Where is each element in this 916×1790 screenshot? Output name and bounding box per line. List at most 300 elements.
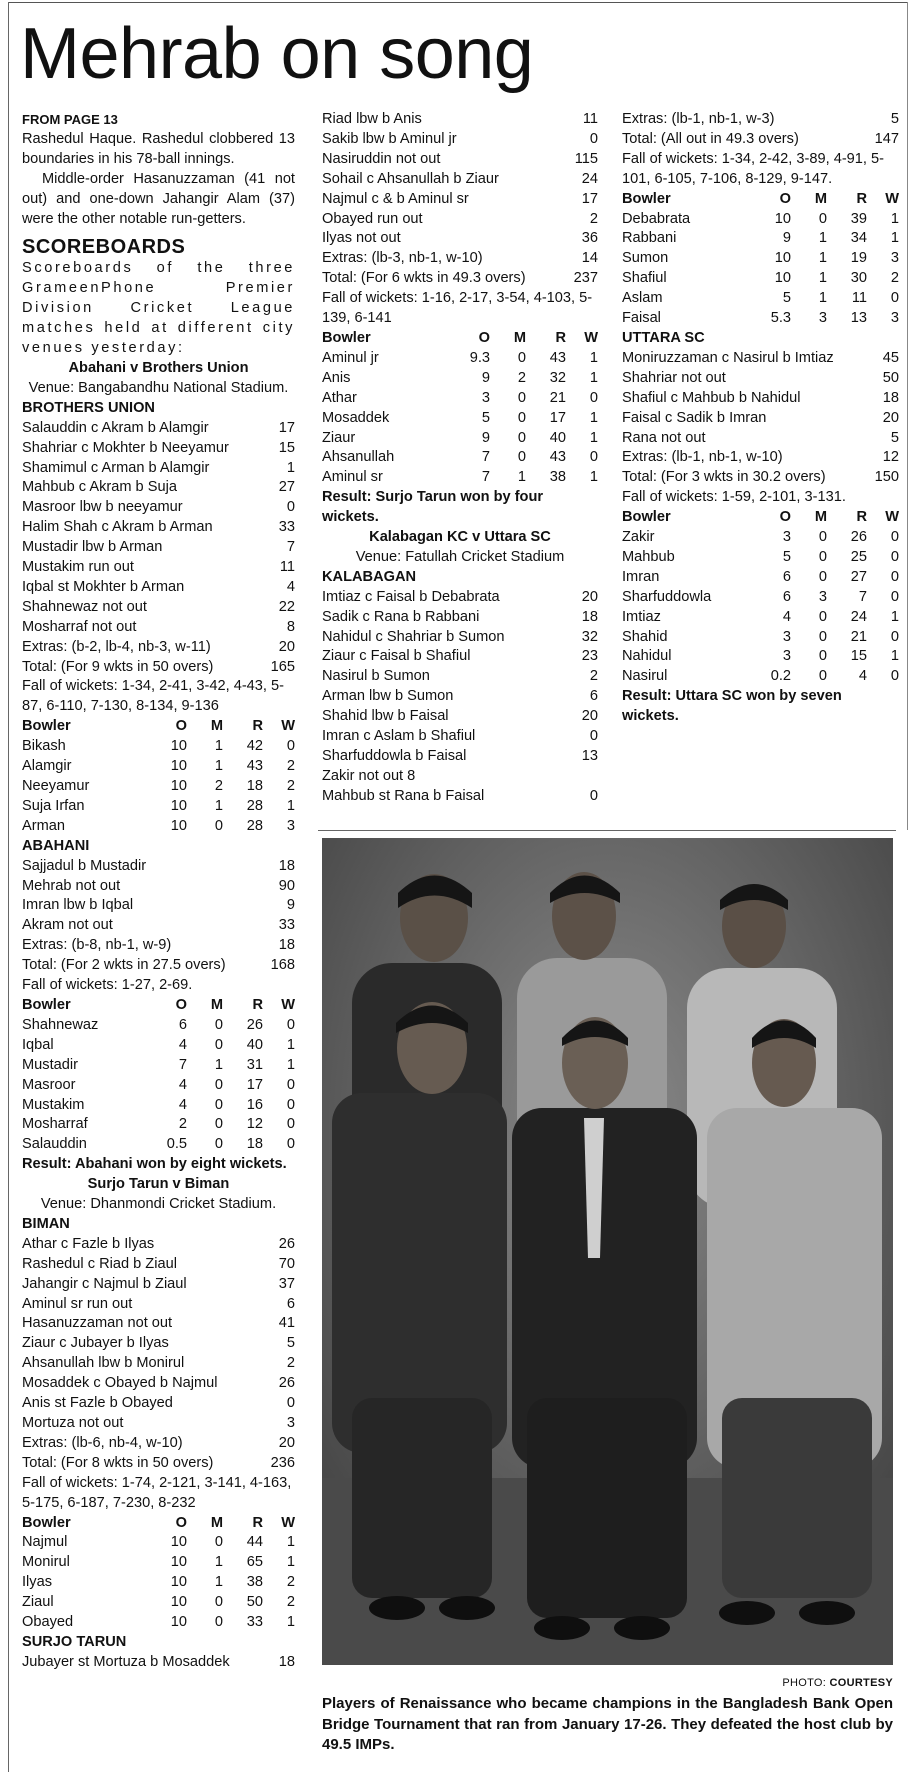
bowling-cell: 1 — [286, 797, 295, 814]
bowling-cell: 40 — [549, 429, 566, 446]
bowling-cell: 17 — [246, 1076, 263, 1093]
batting-entry: Total: (For 2 wkts in 27.5 overs) — [22, 957, 226, 974]
batting-runs: 17 — [581, 190, 598, 207]
bowling-row — [622, 628, 899, 648]
batting-row — [322, 747, 598, 767]
match1-batting2 — [22, 857, 295, 976]
batting-runs: 20 — [278, 1434, 295, 1451]
bowling-cell: 10 — [170, 1594, 187, 1611]
scoreboards-heading: SCOREBOARDS — [22, 236, 186, 259]
bowling-cell: 30 — [850, 270, 867, 287]
batting-row — [622, 349, 899, 369]
bowling-cell: 1 — [214, 1554, 223, 1571]
bowling-cell: 10 — [170, 1574, 187, 1591]
batting-row — [22, 956, 295, 976]
batting-entry: Jubayer st Mortuza b Mosaddek — [22, 1653, 230, 1670]
bowling-row — [22, 737, 295, 757]
bowling-row — [322, 409, 598, 429]
batting-row — [622, 110, 899, 130]
batting-entry: Rana not out — [622, 429, 706, 446]
batting-runs: 0 — [589, 787, 598, 804]
bowling-cell: Mosaddek — [322, 409, 390, 426]
batting-runs: 41 — [278, 1315, 295, 1332]
bowling-cell: 27 — [850, 568, 867, 585]
batting-row — [22, 1653, 295, 1673]
batting-entry: Mehrab not out — [22, 877, 121, 894]
bowling-cell: 0 — [214, 1116, 223, 1133]
batting-row — [322, 229, 598, 249]
bowling-cell: 0 — [214, 1614, 223, 1631]
bowling-cell: 2 — [517, 369, 526, 386]
batting-entry: Sharfuddowla b Faisal — [322, 748, 467, 764]
batting-runs: 2 — [286, 1355, 295, 1372]
match1-bowling1 — [22, 717, 295, 836]
bowling-cell: 1 — [214, 1574, 223, 1591]
batting-row — [22, 1334, 295, 1354]
batting-runs: 0 — [286, 499, 295, 516]
bowling-cell: 0 — [214, 817, 223, 834]
batting-entry: Nahidul c Shahriar b Sumon — [322, 628, 505, 645]
bowling-header-cell: R — [252, 1514, 263, 1531]
match1-fow1: Fall of wickets: 1-34, 2-41, 3-42, 4-43, 5-87, 6-110, 7-130, 8-134, 9-136 — [22, 678, 284, 715]
bowling-cell: 39 — [850, 210, 867, 227]
bowling-cell: 0 — [286, 1016, 295, 1033]
bowling-header-cell: M — [814, 190, 827, 207]
bowling-cell: Ziaur — [322, 429, 356, 446]
batting-runs: 0 — [589, 130, 598, 147]
match2-title: Surjo Tarun v Biman — [87, 1176, 230, 1193]
match1-bowling2 — [22, 996, 295, 1155]
bowling-row — [22, 1593, 295, 1613]
batting-row — [322, 588, 598, 608]
batting-runs: 22 — [278, 598, 295, 615]
bowling-cell: 1 — [286, 1534, 295, 1551]
bowling-cell: 0.2 — [770, 668, 791, 685]
bowling-header-cell: Bowler — [622, 190, 671, 207]
match3-fow2: Fall of wickets: 1-59, 2-101, 3-131. — [622, 489, 846, 506]
bowling-cell: 4 — [782, 608, 791, 625]
right-rule — [907, 2, 908, 830]
bowling-cell: Ahsanullah — [322, 449, 395, 466]
batting-runs: 26 — [278, 1375, 295, 1392]
batting-entry: Mortuza not out — [22, 1415, 124, 1431]
match3-batting1-part2 — [322, 787, 598, 807]
batting-entry: Arman lbw b Sumon — [322, 688, 454, 705]
bowling-cell: 0 — [517, 389, 526, 406]
batting-runs: 150 — [874, 469, 899, 486]
bowling-header-cell: R — [555, 329, 566, 346]
bowling-cell: 1 — [589, 469, 598, 486]
bowling-cell: Imtiaz — [622, 608, 661, 625]
column-3 — [622, 110, 899, 727]
photo-caption: Players of Renaissance who became champions in the Bangladesh Bank Open Bridge Tournament that ran from January 17-26. They defeated the host club by 49.5 IMPs. — [322, 1695, 893, 1753]
bowling-row — [22, 797, 295, 817]
batting-row — [22, 877, 295, 897]
bowling-cell: 3 — [818, 588, 827, 605]
bowling-header-row — [622, 508, 899, 528]
bowling-cell: 34 — [850, 230, 867, 247]
bowling-cell: 43 — [549, 349, 566, 366]
batting-entry: Sajjadul b Mustadir — [22, 857, 147, 874]
batting-entry: Rashedul c Riad b Ziaul — [22, 1255, 177, 1272]
batting-entry: Extras: (lb-3, nb-1, w-10) — [322, 250, 483, 267]
bowling-header-row — [22, 996, 295, 1016]
bowling-row — [622, 588, 899, 608]
bowling-cell: Anis — [322, 369, 351, 386]
bowling-cell: 28 — [246, 797, 263, 814]
scoreboards-intro-text: Scoreboards of the three GrameenPhone Premier Division Cricket League matches held at different city venues yesterday: — [22, 260, 295, 357]
batting-row — [22, 1374, 295, 1394]
bowling-header-cell: W — [281, 1514, 295, 1531]
bowling-cell: 13 — [850, 310, 867, 327]
column-2 — [322, 110, 598, 807]
bowling-cell: 2 — [286, 758, 295, 775]
batting-row — [322, 150, 598, 170]
bowling-cell: 7 — [858, 588, 867, 605]
bowling-cell: Mosharraf — [22, 1116, 88, 1133]
bowling-cell: 4 — [178, 1036, 187, 1053]
match2-batting1 — [22, 1235, 295, 1474]
bowling-cell: 0 — [818, 529, 827, 546]
bowling-header-cell: W — [885, 190, 899, 207]
batting-runs: 37 — [278, 1275, 295, 1292]
front-row-figures — [332, 1002, 882, 1640]
batting-entry: Total: (For 8 wkts in 50 overs) — [22, 1454, 214, 1471]
bowling-cell: 12 — [246, 1116, 263, 1133]
bowling-row — [22, 777, 295, 797]
bowling-cell: 43 — [246, 758, 263, 775]
batting-entry: Najmul c & b Aminul sr — [322, 190, 469, 207]
batting-entry: Mosharraf not out — [22, 618, 137, 635]
bowling-cell: 10 — [170, 817, 187, 834]
match3-team2: UTTARA SC — [622, 329, 705, 346]
bowling-cell: 1 — [286, 1056, 295, 1073]
bowling-cell: 2 — [890, 270, 899, 287]
match1-team2: ABAHANI — [22, 837, 90, 854]
match3-batting2 — [622, 349, 899, 488]
bowling-cell: 0.5 — [166, 1136, 187, 1153]
bowling-cell: 33 — [246, 1614, 263, 1631]
bowling-cell: 0 — [214, 1534, 223, 1551]
batting-runs: 15 — [278, 439, 295, 456]
batting-runs: 18 — [882, 389, 899, 406]
bowling-cell: 3 — [481, 389, 490, 406]
bowling-cell: 1 — [214, 758, 223, 775]
from-page: FROM PAGE 13 — [22, 112, 118, 127]
left-rule — [8, 2, 9, 1772]
batting-runs: 70 — [278, 1255, 295, 1272]
batting-row — [622, 369, 899, 389]
batting-entry: Mustadir lbw b Arman — [22, 539, 163, 556]
bowling-cell: 3 — [782, 648, 791, 665]
bowling-header-cell: W — [885, 509, 899, 526]
batting-entry: Salauddin c Akram b Alamgir — [22, 419, 209, 436]
batting-entry: Athar c Fazle b Ilyas — [22, 1235, 155, 1252]
bowling-cell: 0 — [818, 210, 827, 227]
batting-runs: 2 — [589, 668, 598, 685]
batting-entry: Extras: (lb-6, nb-4, w-10) — [22, 1434, 183, 1451]
bowling-cell: Najmul — [22, 1534, 68, 1551]
bowling-cell: Aminul sr — [322, 469, 383, 486]
bowling-cell: 1 — [286, 1036, 295, 1053]
bowling-cell: 5 — [782, 290, 791, 307]
bowling-header-cell: M — [210, 996, 223, 1013]
batting-entry: Hasanuzzaman not out — [22, 1315, 173, 1332]
bowling-cell: 26 — [850, 529, 867, 546]
bowling-cell: 1 — [286, 1614, 295, 1631]
batting-row — [322, 608, 598, 628]
bowling-cell: 18 — [246, 778, 263, 794]
bowling-cell: Masroor — [22, 1076, 76, 1093]
bowling-cell: 0 — [214, 1136, 223, 1153]
team-photo — [322, 838, 893, 1665]
batting-runs: 5 — [890, 429, 899, 446]
bowling-header-cell: R — [856, 190, 867, 207]
bowling-cell: 10 — [774, 250, 791, 267]
batting-runs: 0 — [589, 728, 598, 745]
bowling-header-cell: W — [584, 329, 598, 346]
bowling-cell: Suja Irfan — [22, 797, 85, 814]
batting-row — [322, 647, 598, 667]
bowling-cell: 0 — [890, 548, 899, 565]
bowling-cell: 0 — [286, 1076, 295, 1093]
bowling-cell: 4 — [858, 668, 867, 685]
batting-runs: 5 — [286, 1335, 295, 1352]
bowling-header-cell: R — [252, 996, 263, 1013]
batting-row — [22, 1255, 295, 1275]
bowling-row — [22, 1036, 295, 1056]
bowling-cell: 1 — [286, 1554, 295, 1571]
bowling-cell: 1 — [890, 608, 899, 625]
photo-credit-prefix: PHOTO: — [782, 1677, 827, 1689]
batting-row — [322, 210, 598, 230]
bowling-header-cell: W — [281, 996, 295, 1013]
bowling-row — [22, 1056, 295, 1076]
batting-row — [22, 419, 295, 439]
bowling-cell: 2 — [286, 778, 295, 794]
batting-runs: 90 — [278, 877, 295, 894]
bowling-cell: 2 — [214, 778, 223, 794]
batting-entry: Shamimul c Arman b Alamgir — [22, 459, 210, 476]
bowling-cell: Shahnewaz — [22, 1016, 99, 1033]
bowling-cell: Athar — [322, 389, 357, 406]
batting-runs: 3 — [286, 1415, 295, 1431]
bowling-cell: 0 — [890, 568, 899, 585]
bowling-header-row — [22, 1514, 295, 1534]
bowling-cell: 11 — [851, 290, 867, 307]
bowling-cell: Monirul — [22, 1554, 70, 1571]
batting-row — [22, 1295, 295, 1315]
bowling-row — [22, 817, 295, 837]
batting-row — [22, 1275, 295, 1295]
batting-entry: Total: (For 3 wkts in 30.2 overs) — [622, 469, 826, 486]
bowling-header-cell: M — [210, 1514, 223, 1531]
bowling-header-cell: R — [252, 718, 263, 735]
bowling-cell: 0 — [214, 1076, 223, 1093]
match2-team1: BIMAN — [22, 1215, 70, 1232]
bowling-cell: 38 — [246, 1574, 263, 1591]
batting-runs: 1 — [286, 459, 295, 476]
bowling-row — [622, 548, 899, 568]
bowling-cell: 42 — [246, 738, 263, 755]
batting-runs: 23 — [581, 648, 598, 665]
batting-row — [322, 170, 598, 190]
batting-row — [22, 439, 295, 459]
bowling-cell: 0 — [890, 529, 899, 546]
bowling-row — [622, 309, 899, 329]
match1-venue: Venue: Bangabandhu National Stadium. — [28, 379, 289, 396]
match2-fow2: Fall of wickets: 1-16, 2-17, 3-54, 4-103, 5-139, 6-141 — [322, 290, 593, 327]
bowling-cell: 1 — [589, 349, 598, 366]
bowling-row — [622, 249, 899, 269]
bowling-cell: 9 — [481, 429, 490, 446]
bowling-cell: 65 — [246, 1554, 263, 1571]
batting-entry: Extras: (lb-1, nb-1, w-3) — [622, 111, 775, 127]
bowling-row — [622, 289, 899, 309]
bowling-row — [322, 468, 598, 488]
bowling-cell: 0 — [286, 1136, 295, 1153]
batting-entry: Sakib lbw b Aminul jr — [322, 130, 457, 147]
batting-entry: Nasiruddin not out — [322, 150, 441, 167]
batting-runs: 9 — [286, 897, 295, 914]
batting-runs: 237 — [573, 270, 598, 287]
bowling-cell: 9 — [481, 369, 490, 386]
bowling-cell: 0 — [818, 668, 827, 685]
bowling-cell: 7 — [481, 449, 490, 466]
bowling-cell: 0 — [890, 588, 899, 605]
batting-entry: Moniruzzaman c Nasirul b Imtiaz — [622, 349, 834, 366]
batting-entry: Masroor lbw b neeyamur — [22, 499, 183, 516]
match1-team1: BROTHERS UNION — [22, 399, 155, 416]
bowling-header-cell: O — [175, 1514, 187, 1531]
batting-runs: 20 — [581, 588, 598, 605]
batting-entry: Shahid lbw b Faisal — [322, 708, 449, 725]
bowling-header-cell: O — [175, 996, 187, 1013]
bowling-cell: 6 — [178, 1016, 187, 1033]
match1-title: Abahani v Brothers Union — [68, 359, 249, 376]
bowling-row — [22, 1533, 295, 1553]
batting-row — [22, 1354, 295, 1374]
bowling-row — [22, 1613, 295, 1633]
batting-runs: 14 — [581, 250, 598, 267]
bowling-row — [622, 269, 899, 289]
batting-runs: 33 — [278, 519, 295, 536]
bowling-cell: 10 — [170, 1614, 187, 1631]
batting-runs: 13 — [581, 748, 598, 764]
match2-batting2-part2 — [322, 110, 598, 289]
bowling-cell: 1 — [214, 738, 223, 755]
photo-top-rule — [318, 830, 896, 831]
team-photo-illustration — [322, 838, 893, 1665]
bowling-header-cell: M — [814, 509, 827, 526]
batting-entry: Halim Shah c Akram b Arman — [22, 519, 213, 536]
batting-row — [22, 658, 295, 678]
bowling-cell: 4 — [178, 1096, 187, 1113]
bowling-row — [622, 647, 899, 667]
bowling-cell: 0 — [589, 389, 598, 406]
bowling-cell: 1 — [818, 250, 827, 267]
bowling-cell: 0 — [214, 1036, 223, 1053]
headline: Mehrab on song — [20, 14, 534, 94]
intro-paragraph-2: Middle-order Hasanuzzaman (41 not out) and one-down Jahangir Alam (37) were the other notable run-getters. — [22, 170, 295, 227]
batting-runs: 24 — [581, 170, 598, 187]
bowling-cell: 3 — [890, 310, 899, 327]
bowling-cell: 1 — [589, 429, 598, 446]
batting-entry: Obayed run out — [322, 210, 423, 227]
bowling-cell: 0 — [589, 449, 598, 466]
bowling-cell: 5 — [782, 548, 791, 565]
bowling-cell: Nasirul — [622, 668, 668, 685]
bowling-cell: 0 — [214, 1594, 223, 1611]
batting-entry: Total: (For 6 wkts in 49.3 overs) — [322, 270, 526, 287]
match3-batting1 — [322, 588, 598, 767]
bowling-cell: 21 — [850, 628, 867, 645]
bowling-cell: 1 — [890, 210, 899, 227]
bowling-cell: 0 — [286, 738, 295, 755]
bowling-cell: 0 — [818, 608, 827, 625]
bowling-cell: 0 — [517, 449, 526, 466]
bowling-cell: 26 — [246, 1016, 263, 1033]
bowling-cell: 0 — [286, 1096, 295, 1113]
bowling-cell: Aslam — [622, 290, 663, 307]
batting-runs: 12 — [882, 449, 899, 466]
batting-row — [22, 459, 295, 479]
match1-batting1 — [22, 419, 295, 678]
bowling-cell: Mustakim — [22, 1096, 85, 1113]
bowling-cell: 3 — [890, 250, 899, 267]
top-rule — [8, 2, 908, 3]
bowling-cell: Zakir — [622, 529, 655, 546]
batting-runs: 4 — [286, 578, 295, 595]
bowling-header-cell: O — [779, 509, 791, 526]
bowling-header-row — [622, 190, 899, 210]
bowling-row — [622, 528, 899, 548]
batting-entry: Imtiaz c Faisal b Debabrata — [322, 588, 500, 605]
batting-entry: Shahnewaz not out — [22, 598, 147, 615]
match2-bowling1 — [22, 1514, 295, 1633]
batting-entry: Extras: (b-2, lb-4, nb-3, w-11) — [22, 638, 211, 655]
batting-runs: 18 — [278, 1653, 295, 1670]
match3-venue: Venue: Fatullah Cricket Stadium — [355, 548, 565, 565]
batting-entry: Ilyas not out — [322, 230, 401, 247]
batting-runs: 6 — [589, 688, 598, 705]
match3-bowling2 — [622, 508, 899, 687]
match2-result: Result: Surjo Tarun won by four wickets. — [322, 489, 544, 526]
batting-row — [322, 707, 598, 727]
bowling-cell: Imran — [622, 568, 660, 585]
bowling-header-cell: R — [856, 509, 867, 526]
bowling-cell: 1 — [818, 270, 827, 287]
batting-entry: Extras: (b-8, nb-1, w-9) — [22, 937, 172, 954]
batting-runs: 168 — [270, 957, 295, 974]
bowling-header-cell: O — [779, 190, 791, 207]
batting-row — [322, 687, 598, 707]
batting-runs: 17 — [278, 419, 295, 436]
bowling-cell: 32 — [549, 369, 566, 386]
bowling-cell: 1 — [589, 369, 598, 386]
bowling-row — [22, 1096, 295, 1116]
bowling-cell: 0 — [890, 668, 899, 685]
batting-entry: Akram not out — [22, 917, 113, 934]
bowling-cell: Obayed — [22, 1614, 74, 1631]
match2-fow1: Fall of wickets: 1-74, 2-121, 3-141, 4-163, 5-175, 6-187, 7-230, 8-232 — [22, 1474, 292, 1511]
bowling-cell: 10 — [170, 1554, 187, 1571]
match3-bowling1 — [622, 190, 899, 329]
bowling-cell: 1 — [589, 409, 598, 426]
bowling-cell: 6 — [782, 588, 791, 605]
batting-entry: Extras: (lb-1, nb-1, w-10) — [622, 449, 783, 466]
bowling-cell: 17 — [549, 409, 566, 426]
